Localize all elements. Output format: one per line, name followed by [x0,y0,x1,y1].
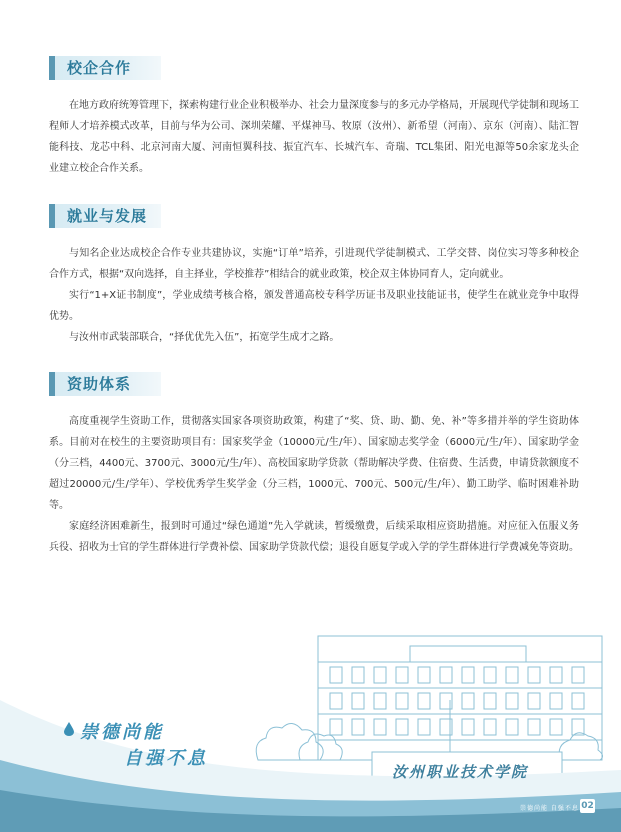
water-drop-icon [64,722,74,736]
section-title: 资助体系 [55,372,161,396]
paragraph: 实行“1+X证书制度”，学业成绩考核合格，颁发普通高校专科学历证书及职业技能证书，使学生在就业竞争中取得优势。 [49,290,579,322]
paragraph: 高度重视学生资助工作，贯彻落实国家各项资助政策，构建了“奖、贷、助、勤、免、补”等多措并举的学生资助体系。目前对在校生的主要资助项目有：国家奖学金（10000元/生/年）、国家励志奖学金（6000元/生/年）、国家助学金（分三档，4400元、3700元、3000元/生/年）、高校国家助学贷款（帮助解决学费、住宿费、生活费，申请贷款额度不超过20000元/生/学年）、学校优秀学生奖学金（分三档，1000元、700元、500元/生/年）、勤工助学、临时困难补助等。 [49,416,579,511]
paragraph: 家庭经济困难新生，报到时可通过“绿色通道”先入学就读，暂缓缴费，后续采取相应资助措施。对应征入伍服义务兵役、招收为士官的学生群体进行学费补偿、国家助学贷款代偿；退役自愿复学或入学的学生群体进行学费减免等资助。 [49,521,579,553]
slogan-line-2: 自强不息 [124,748,208,769]
college-name-banner: 汝州职业技术学院 [392,763,529,781]
section-title: 校企合作 [55,56,161,80]
paragraph: 与知名企业达成校企合作专业共建协议，实施“订单”培养，引进现代学徒制模式、工学交替、岗位实习等多种校企合作方式，根据“双向选择，自主择业，学校推荐”相结合的就业政策，校企双主体协同育人，定向就业。 [49,248,579,280]
paragraph: 与汝州市武装部联合，“择优优先入伍”，拓宽学生成才之路。 [69,332,340,343]
slogan-line-1: 崇德尚能 [80,722,164,743]
section-title: 就业与发展 [55,204,161,228]
paragraph: 在地方政府统筹管理下，探索构建行业企业积极举办、社会力量深度参与的多元办学格局，开展现代学徒制和现场工程师人才培养模式改革，目前与华为公司、深圳荣耀、平煤神马、牧原（汝州）、新希望（河南）、京东（河南）、陆汇智能科技、龙芯中科、北京河南大厦、河南恒翼科技、振宜汽车、长城汽车、奇瑞、TCL集团、阳光电源等50余家龙头企业建立校企合作关系。 [49,100,579,174]
footer-motto: 崇德尚能 自强不息 [520,805,579,812]
page-number: 02 [581,801,594,811]
